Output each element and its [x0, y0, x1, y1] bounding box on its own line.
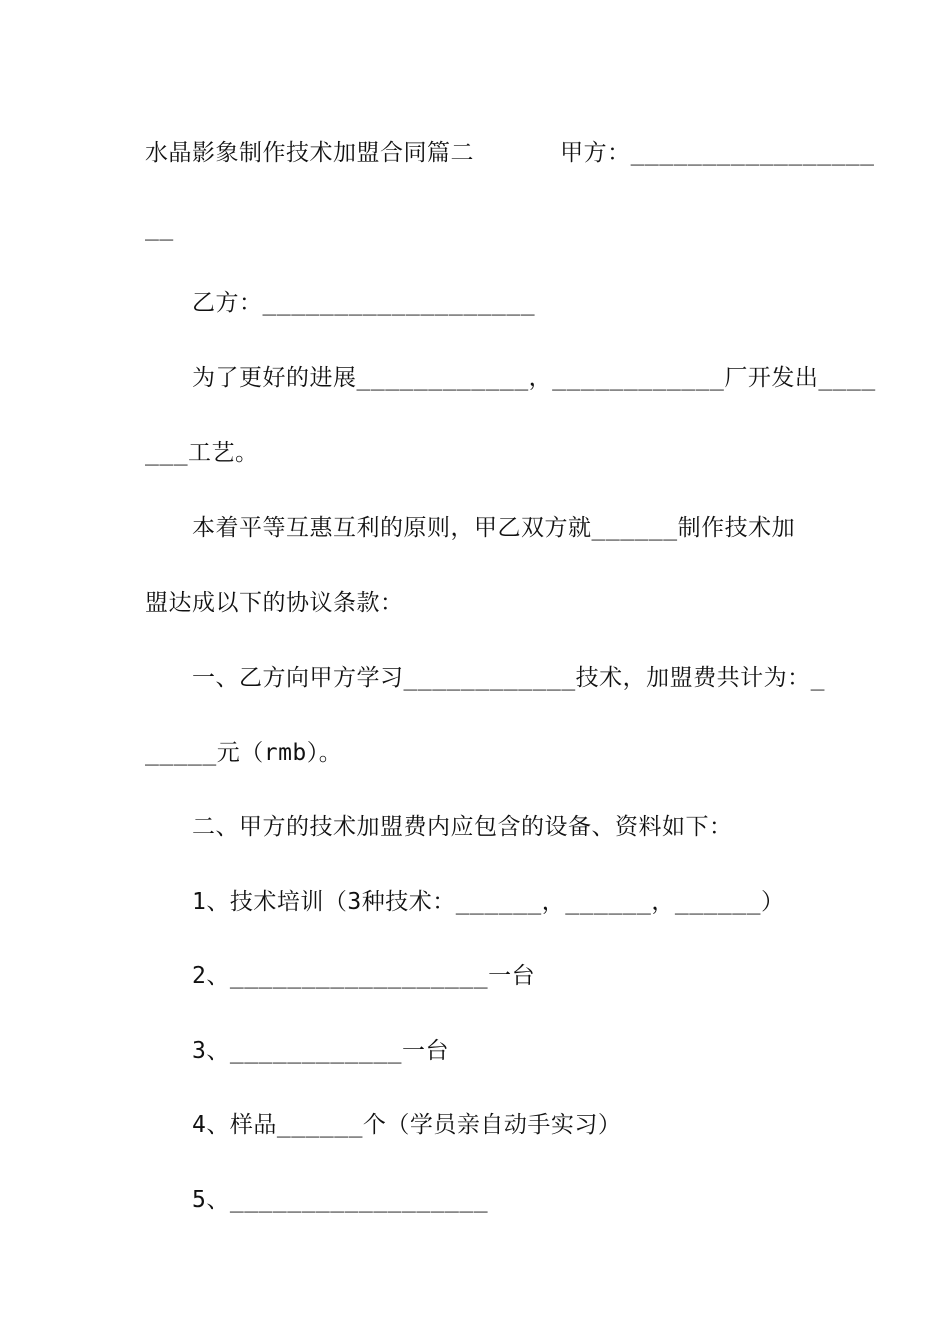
- list-item-2: 2、__________________一台: [192, 963, 536, 989]
- clause-one-line: 一、乙方向甲方学习____________技术，加盟费共计为：_: [192, 665, 826, 691]
- party-b-line: 乙方：___________________: [192, 290, 536, 316]
- list-item-4: 4、样品______个（学员亲自动手实习）: [192, 1112, 622, 1138]
- purpose-continuation: ___工艺。: [145, 440, 259, 466]
- list-item-5: 5、__________________: [192, 1187, 489, 1213]
- list-item-1: 1、技术培训（3种技术：______，______，______）: [192, 889, 785, 915]
- principle-continuation: 盟达成以下的协议条款：: [145, 590, 404, 616]
- contract-title-line: 水晶影象制作技术加盟合同篇二 甲方：_________________: [145, 140, 875, 166]
- clause-two-line: 二、甲方的技术加盟费内应包含的设备、资料如下：: [192, 814, 733, 840]
- party-a-continuation: __: [145, 215, 174, 241]
- purpose-line: 为了更好的进展____________，____________厂开发出____: [192, 365, 876, 391]
- clause-one-continuation: _____元（rmb）。: [145, 740, 343, 766]
- list-item-3: 3、____________一台: [192, 1038, 450, 1064]
- principle-line: 本着平等互惠互利的原则，甲乙双方就______制作技术加: [192, 515, 796, 541]
